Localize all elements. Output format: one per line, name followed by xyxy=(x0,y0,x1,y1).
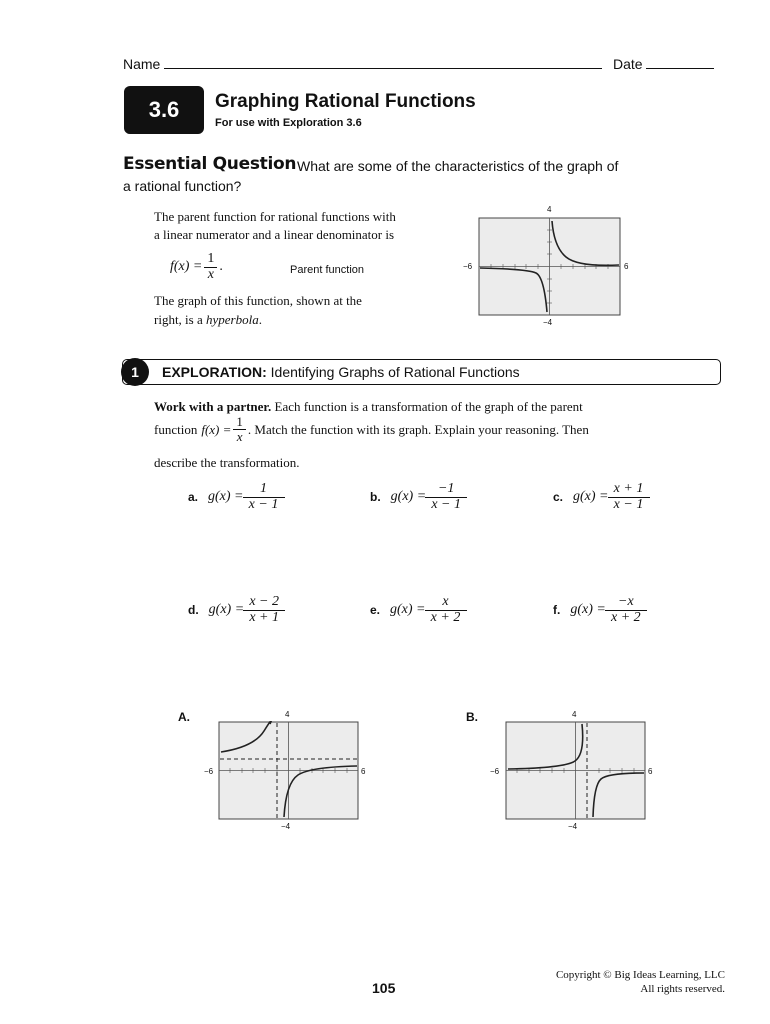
date-label: Date xyxy=(613,56,643,72)
function-lhs: g(x) = xyxy=(390,602,426,618)
essential-question-line2: a rational function? xyxy=(123,178,242,194)
intro-line3: The graph of this function, shown at the xyxy=(154,293,362,308)
instructions-fraction-num: 1 xyxy=(233,415,246,430)
instructions-fraction-den: x xyxy=(236,428,243,444)
function-numerator: −x xyxy=(605,595,647,611)
function-lhs: g(x) = xyxy=(208,602,245,618)
function-fraction xyxy=(246,595,282,625)
parent-graph-ymax: 4 xyxy=(547,205,552,214)
parent-function-graph xyxy=(478,217,621,316)
exploration-title xyxy=(162,364,520,380)
function-denominator: x + 1 xyxy=(249,609,279,625)
exploration-number-badge: 1 xyxy=(121,358,149,386)
graph-b-label: B. xyxy=(466,710,478,724)
graph-b-ymin: −4 xyxy=(568,822,578,831)
instructions-fraction xyxy=(233,415,246,443)
function-fraction xyxy=(428,595,464,625)
instructions-fn-lhs: f(x) = xyxy=(201,421,232,437)
graph-a xyxy=(218,721,359,820)
function-denominator: x − 1 xyxy=(248,496,279,512)
parent-fn-denominator: x xyxy=(207,266,214,282)
graph-a-ymin: −4 xyxy=(281,822,291,831)
function-numerator: x xyxy=(425,595,467,611)
graph-b-xmax: 6 xyxy=(648,767,653,776)
function-letter: f. xyxy=(553,603,561,618)
instructions-line1 xyxy=(154,397,583,416)
instructions-line2-pre: function xyxy=(154,421,198,437)
intro-line4-pre: right, is a xyxy=(154,312,206,327)
function-lhs: g(x) = xyxy=(570,602,606,618)
date-line[interactable] xyxy=(646,55,714,69)
instructions-line2-post: . Match the function with its graph. Explain your reasoning. Then xyxy=(247,421,589,437)
function-lhs: g(x) = xyxy=(208,489,244,505)
function-numerator: −1 xyxy=(425,482,467,498)
function-denominator: x − 1 xyxy=(613,496,644,512)
parent-function-label: Parent function xyxy=(290,264,364,276)
hyperbola-term: hyperbola xyxy=(206,312,259,327)
function-fraction xyxy=(246,482,282,512)
instructions-line1-text: Each function is a transformation of the graph of the parent xyxy=(271,399,583,414)
parent-function-formula: f(x) = $\frac{1}{x}$ . xyxy=(170,251,223,282)
function-denominator: x − 1 xyxy=(431,496,461,512)
section-title: Graphing Rational Functions xyxy=(215,91,476,112)
function-item-e xyxy=(370,595,466,625)
graph-a-xmin: −6 xyxy=(204,767,214,776)
function-item-c xyxy=(553,482,649,512)
section-number-badge: 3.6 xyxy=(124,86,204,134)
instructions-line3: describe the transformation. xyxy=(154,455,300,470)
graph-b-ymax: 4 xyxy=(572,710,577,719)
function-numerator: 1 xyxy=(243,482,285,498)
function-letter: a. xyxy=(188,490,199,505)
name-field xyxy=(123,55,602,72)
instructions-line2 xyxy=(154,415,589,443)
function-fraction xyxy=(608,595,644,625)
function-lhs: g(x) = xyxy=(573,489,609,505)
parent-fn-fraction xyxy=(204,252,217,282)
date-field xyxy=(613,55,714,72)
intro-line1: The parent function for rational functions with xyxy=(154,209,396,224)
exploration-title-text: Identifying Graphs of Rational Functions xyxy=(270,364,520,380)
function-item-f xyxy=(553,595,646,625)
instructions-bold: Work with a partner. xyxy=(154,399,272,414)
parent-graph-ymin: −4 xyxy=(543,318,553,327)
parent-graph-xmin: −6 xyxy=(463,262,473,271)
page-number: 105 xyxy=(372,980,396,996)
section-subtitle: For use with Exploration 3.6 xyxy=(215,117,362,129)
function-letter: c. xyxy=(553,490,564,505)
function-letter: b. xyxy=(370,490,381,505)
function-item-d xyxy=(188,595,284,625)
intro-line2: a linear numerator and a linear denominator is xyxy=(154,227,395,242)
copyright-line2: All rights reserved. xyxy=(640,983,725,995)
graph-a-label: A. xyxy=(178,710,190,724)
function-denominator: x + 2 xyxy=(430,609,461,625)
graph-b xyxy=(505,721,646,820)
graph-a-xmax: 6 xyxy=(361,767,366,776)
intro-line4-post: . xyxy=(258,312,262,327)
function-denominator: x + 2 xyxy=(611,609,641,625)
parent-graph-xmax: 6 xyxy=(624,262,629,271)
essential-question-line1: What are some of the characteristics of the graph of xyxy=(297,158,619,174)
function-item-b xyxy=(370,482,466,512)
function-numerator: x + 1 xyxy=(608,482,650,498)
copyright-line1: Copyright © Big Ideas Learning, LLC xyxy=(555,969,725,981)
graph-a-ymax: 4 xyxy=(285,710,290,719)
function-lhs: g(x) = xyxy=(390,489,427,505)
function-letter: d. xyxy=(188,603,199,618)
function-item-a xyxy=(188,482,284,512)
name-label: Name xyxy=(123,56,161,72)
function-numerator: x − 2 xyxy=(243,595,285,611)
parent-fn-numerator: 1 xyxy=(204,252,217,268)
name-line[interactable] xyxy=(164,55,602,69)
essential-question-label: Essential Question xyxy=(123,154,297,174)
function-fraction xyxy=(611,482,647,512)
exploration-label: EXPLORATION: xyxy=(162,364,267,380)
parent-fn-lhs: f(x) = xyxy=(170,259,203,275)
function-letter: e. xyxy=(370,603,381,618)
function-fraction xyxy=(428,482,464,512)
graph-b-xmin: −6 xyxy=(490,767,500,776)
intro-line4 xyxy=(154,310,262,329)
